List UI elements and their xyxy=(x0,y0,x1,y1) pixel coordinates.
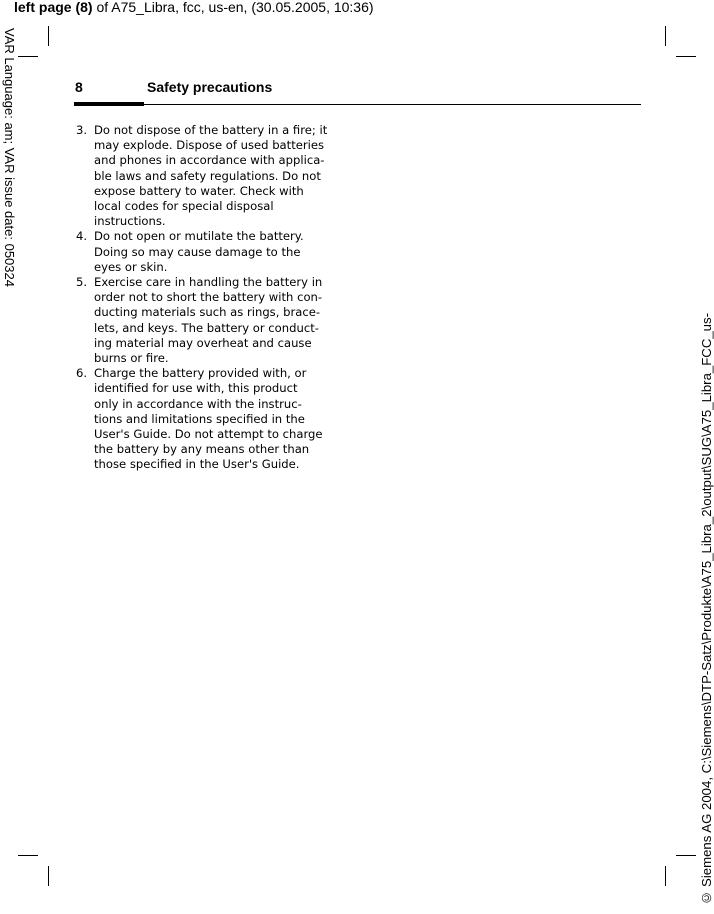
item-number: 3. xyxy=(76,123,88,137)
safety-list xyxy=(76,123,346,473)
header-rule-thin xyxy=(144,104,641,105)
item-line: Do not open or mutilate the battery. xyxy=(94,229,304,244)
item-number: 6. xyxy=(76,366,88,381)
item-line: ing material may overheat and cause xyxy=(94,335,312,350)
list-item xyxy=(76,366,346,472)
item-line: ducting materials such as rings, brace- xyxy=(94,305,321,320)
print-header xyxy=(14,0,374,15)
list-item xyxy=(76,123,346,229)
list-item xyxy=(76,275,346,366)
item-line: eyes or skin. xyxy=(94,259,168,274)
language-note: VAR Language: am; VAR issue date: 050324 xyxy=(2,28,17,287)
page-number: 8 xyxy=(75,79,83,95)
list-item xyxy=(76,229,346,275)
crop-mark xyxy=(665,866,666,886)
item-line: expose battery to water. Check with xyxy=(94,183,304,198)
item-line: Exercise care in handling the battery in xyxy=(94,275,323,290)
item-line: lets, and keys. The battery or conduct- xyxy=(94,320,319,335)
file-info: of A75_Libra, fcc, us-en, (30.05.2005, 10:36) xyxy=(92,0,374,15)
item-line: those specified in the User's Guide. xyxy=(94,457,300,472)
section-title: Safety precautions xyxy=(147,79,273,95)
item-number: 4. xyxy=(76,229,88,244)
item-line: may explode. Dispose of used batteries xyxy=(94,138,325,153)
crop-mark xyxy=(18,56,38,57)
item-line: Do not dispose of the battery in a fire; it xyxy=(94,123,328,137)
item-line: Charge the battery provided with, or xyxy=(94,366,307,381)
item-number: 5. xyxy=(76,275,88,290)
item-line: only in accordance with the instruc- xyxy=(94,396,302,411)
item-line: Doing so may cause damage to the xyxy=(94,244,301,259)
item-line: tions and limitations specified in the xyxy=(94,411,305,426)
item-line: order not to short the battery with con- xyxy=(94,290,323,305)
crop-mark xyxy=(665,26,666,46)
item-line: instructions. xyxy=(94,214,166,229)
crop-mark xyxy=(676,56,696,57)
crop-mark xyxy=(48,26,49,46)
header-rule-thick xyxy=(74,102,144,106)
item-line: and phones in accordance with applica- xyxy=(94,153,325,168)
item-line: identified for use with, this product xyxy=(94,381,298,396)
item-line: local codes for special disposal xyxy=(94,199,274,214)
copyright-path: © Siemens AG 2004, C:\Siemens\DTP-Satz\Produkte\A75_Libra_2\output\SUG\A75_Libra_FCC_us- xyxy=(699,313,714,906)
page-label: left page (8) xyxy=(14,0,93,15)
crop-mark xyxy=(676,855,696,856)
item-line: the battery by any means other than xyxy=(94,442,310,457)
item-line: ble laws and safety regulations. Do not xyxy=(94,168,321,183)
crop-mark xyxy=(18,855,38,856)
crop-mark xyxy=(48,866,49,886)
item-line: User's Guide. Do not attempt to charge xyxy=(94,427,323,442)
item-line: burns or fire. xyxy=(94,351,169,366)
